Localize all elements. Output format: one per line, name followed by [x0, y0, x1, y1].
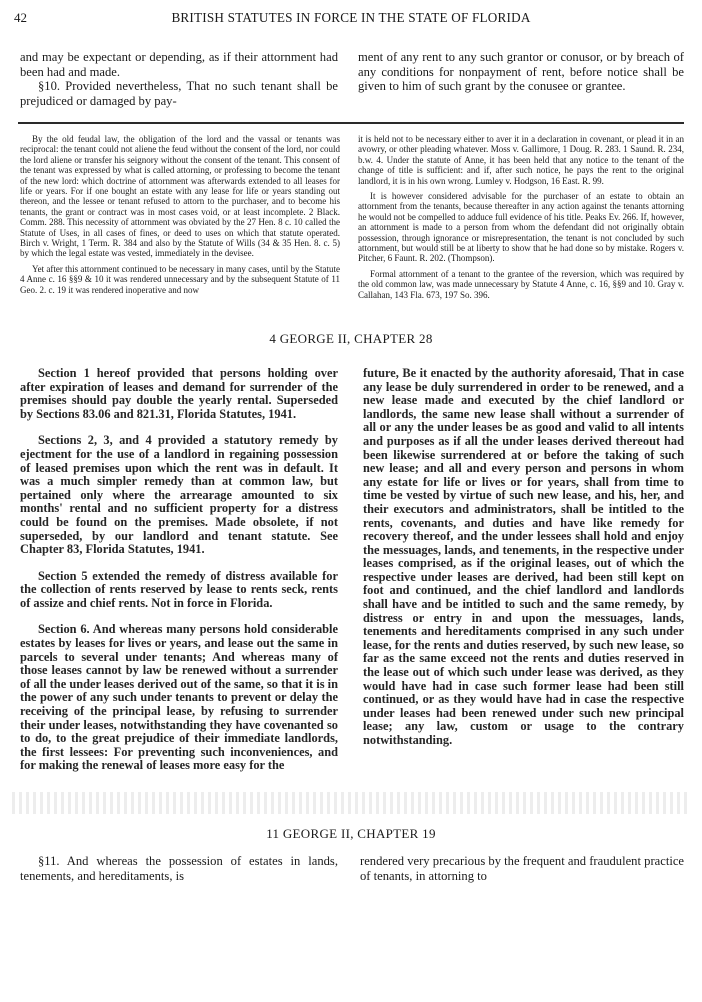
paragraph: Sections 2, 3, and 4 provided a statutory remedy by ejectment for the use of a landlord in regaining possession of leased premises upon which the rent was in default. It was a much simpler remedy than at common law, but pertained only where the arrearage amounted to six months' rental and no sufficient property for a distress could be found on the premises. Made obsolete, if not superseded, by our landlord and tenant statute. See Chapter 83, Florida Statutes, 1941. [20, 433, 338, 557]
notes-right-column [358, 134, 684, 305]
chapter-28-section [20, 367, 684, 786]
paragraph: Section 6. And whereas many persons hold considerable estates by leases for lives or years, and lease out the same in parcels to several under tenants; And whereas many of those leases cannot by law be renewed without a surrender of all the under leases derived out of the same, so that it is in the power of any such under tenants to prevent or delay the receiving of the principal lease, by refusing to surrender their under leases, notwithstanding they have covenanted so to do, to the great prejudice of their immediate landlords, the first lessees: For preventing such inconveniences, and for making the renewal of leases more easy for the [20, 622, 338, 773]
note-paragraph: It is however considered advisable for the purchaser of an estate to obtain an attornment from the tenants, because thereafter in any action against the tenants attorning he would not be compelled to adduce full evidence of his title. Peaks Ev. 266. If, however, an attornment is made to a person from whom the defendant did not originally obtain possession, through ignorance or misrepresentation, the tenant is not concluded by such attornment, but would still be at liberty to show that he had done so by mistake. Rogers v. Pitcher, 6 Faunt. R. 202. (Thompson). [358, 190, 684, 264]
chapter-left-column [20, 367, 338, 786]
paragraph: and may be expectant or depending, as if their attornment had been had and made. [20, 50, 338, 79]
note-paragraph: By the old feudal law, the obligation of the lord and the vassal or tenants was reciprocal: the tenant could not aliene the feud without the consent of the lord, nor could the lord aliene or transfer his seignory without the consent of the tenant. This consent of the tenant was expressed by what is called attorning, or professing to become the tenant of the new lord: which doctrine of attornment was afterwards extended to all leases for life or years. For if one bought an estate with any lease for life or years standing out thereon, and the lessee or tenant refused to attorn to the purchaser, and to become his tenants, the grant or contract was in most cases void, or at least incomplete. 2 Black. Comm. 288. This necessity of attornment was obviated by the 27 Hen. 8 c. 10 called the Statute of Uses, in all cases of fines, or deed to uses on which that statute operated. Birch v. Wright, 1 Term. R. 384 and also by the Statute of Wills (34 & 35 Hen. 8. c. 5) by which the legal estate was vested, immediately in the devisee. [20, 133, 340, 259]
chapter-heading: 11 GEORGE II, CHAPTER 19 [266, 826, 436, 841]
paragraph: §11. And whereas the possession of estates in lands, tenements, and hereditaments, is [20, 854, 338, 883]
paragraph: Section 1 hereof provided that persons holding over after expiration of leases and demand for surrender of the premises should pay double the yearly rental. Superseded by Sections 83.06 and 821.31, Florida Statutes, 1941. [20, 365, 338, 421]
paragraph: §10. Provided nevertheless, That no such tenant shall be prejudiced or damaged by pay- [20, 79, 338, 108]
paragraph: ment of any rent to any such grantor or conusor, or by breach of any conditions for nonpayment of rent, before notice shall be given to him of such grant by the conusee or grantee. [358, 50, 684, 94]
page-number: 42 [14, 10, 27, 25]
chapter-right-column [363, 367, 684, 761]
notes-section [20, 134, 684, 305]
note-paragraph: it is held not to be necessary either to aver it in a declaration in covenant, or plead it in an avowry, or other pleading whatever. Moss v. Gallimore, 1 Doug. R. 283. 1 Saund. R. 234, b.w. 4. Under the statute of Anne, it has been held that any notice to the tenant of the change of title is sufficient: and if, after such notice, he pays the rent to the original landlord, it is in his own wrong. Lumley v. Hodgson, 16 East. R. 99. [358, 133, 684, 186]
notes-left-column [20, 134, 340, 300]
bleed-through-noise [12, 792, 690, 814]
chapter-19-section [20, 854, 684, 883]
top-right-column [358, 50, 684, 94]
note-paragraph: Yet after this attornment continued to be necessary in many cases, until by the Statute 4 Anne c. 16 §§9 & 10 it was rendered unnecessary and by the subsequent Statute of 11 Geo. 2. c. 19 it was rendered inoperative and now [20, 263, 340, 295]
running-title: BRITISH STATUTES IN FORCE IN THE STATE OF FLORIDA [171, 10, 531, 25]
bottom-right-column [360, 854, 684, 883]
top-section [20, 50, 684, 108]
chapter-heading: 4 GEORGE II, CHAPTER 28 [269, 330, 433, 346]
bottom-left-column [20, 854, 338, 883]
page-header [14, 10, 688, 32]
paragraph: Section 5 extended the remedy of distress available for the collection of rents reserved by lease to rents seck, rents of assize and chief rents. Not in force in Florida. [20, 568, 338, 610]
top-left-column [20, 50, 338, 108]
section-divider [18, 122, 684, 124]
paragraph: rendered very precarious by the frequent and fraudulent practice of tenants, in attorning to [360, 854, 684, 883]
paragraph: future, Be it enacted by the authority aforesaid, That in case any lease be duly surrendered in order to be renewed, and a new lease made and executed by the chief landlord or landlords, the same new lease shall without a surrender of all or any the under leases be as good and valid to all intents and purposes as if all the under leases derived thereout had been likewise surrendered at or before the taking of such new lease; and all and every person and persons in whom any estate for life or lives or for years, shall from time to time be vested by virtue of such new lease, and his, her, and their executors and administrators, shall be intitled to the rents, covenants, and duties and have like remedy for recovery thereof, and the under lessees shall hold and enjoy the messuages, lands, and tenements, in the respective under leases comprised, as if the original leases, out of which the respective under leases are derived, had been still kept on foot and continued, and the chief landlord and landlords shall have and be intitled to such and the same remedy, by distress or entry in and upon the messuages, lands, tenements and hereditaments comprised in any such under lease, for the rents and duties reserved, by such new lease, so far as the same exceed not the rents and duties reserved in the lease out of which such under lease was derived, as they would have had in case such former lease had been still continued, or as they would have had in case the respective under leases had been renewed under such new principal lease; any law, custom or usage to the contrary notwithstanding. [363, 365, 684, 747]
note-paragraph: Formal attornment of a tenant to the grantee of the reversion, which was required by the old common law, was made unnecessary by Statute 4 Anne, c. 16, §§9 and 10. Gray v. Callahan, 143 Fla. 673, 197 So. 396. [358, 268, 684, 300]
